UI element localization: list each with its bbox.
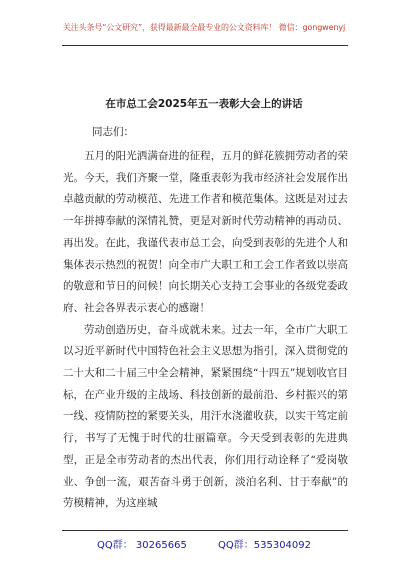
footer-qq-group-1: QQ群： 30265665 [96,540,187,551]
footer [0,536,408,551]
body-paragraph: 五月的阳光洒满奋进的征程，五月的鲜花簇拥劳动者的荣光。今天，我们齐聚一堂，隆重表彰为我市经济社会发展作出卓越贡献的劳动模范、先进工作者和模范集体。这既是对过去一年拼搏奉献的深情礼赞，更是对新时代劳动精神的再动员、再出发。在此，我谨代表市总工会，向受到表彰的先进个人和集体表示热烈的祝贺！向全市广大职工和工会工作者致以崇高的敬意和节日的问候！向长期关心支持工会事业的各级党委政府、社会各界表示衷心的感谢！ [63,150,348,314]
salutation: 同志们： [92,126,134,138]
banner-wechat-id: gongwenyj [302,23,346,32]
top-banner [0,22,408,33]
banner-text: 关注头条号“公文研究”，获得最新最全最专业的公文资料库！ 微信： [62,23,303,32]
footer-rule [62,530,348,531]
header-rule [62,45,348,46]
footer-qq-group-2: QQ群：535304092 [218,540,312,551]
document-title: 在市总工会2025年五一表彰大会上的讲话 [105,98,303,110]
body-paragraph: 劳动创造历史，奋斗成就未来。过去一年，全市广大职工以习近平新时代中国特色社会主义思想为指引，深入贯彻党的二十大和二十届三中全会精神，紧紧围绕“十四五”规划收官目标，在产业升级的主战场、科技创新的最前沿、乡村振兴的第一线、疫情防控的紧要关头，用汗水浇灌收获，以实干笃定前行，书写了无愧于时代的壮丽篇章。今天受到表彰的先进典型，正是全市劳动者的杰出代表，你们用行动诠释了“爱岗敬业、争创一流，艰苦奋斗勇于创新，淡泊名利、甘于奉献”的劳模精神，为这座城 [63,323,348,510]
document-body [63,146,348,515]
